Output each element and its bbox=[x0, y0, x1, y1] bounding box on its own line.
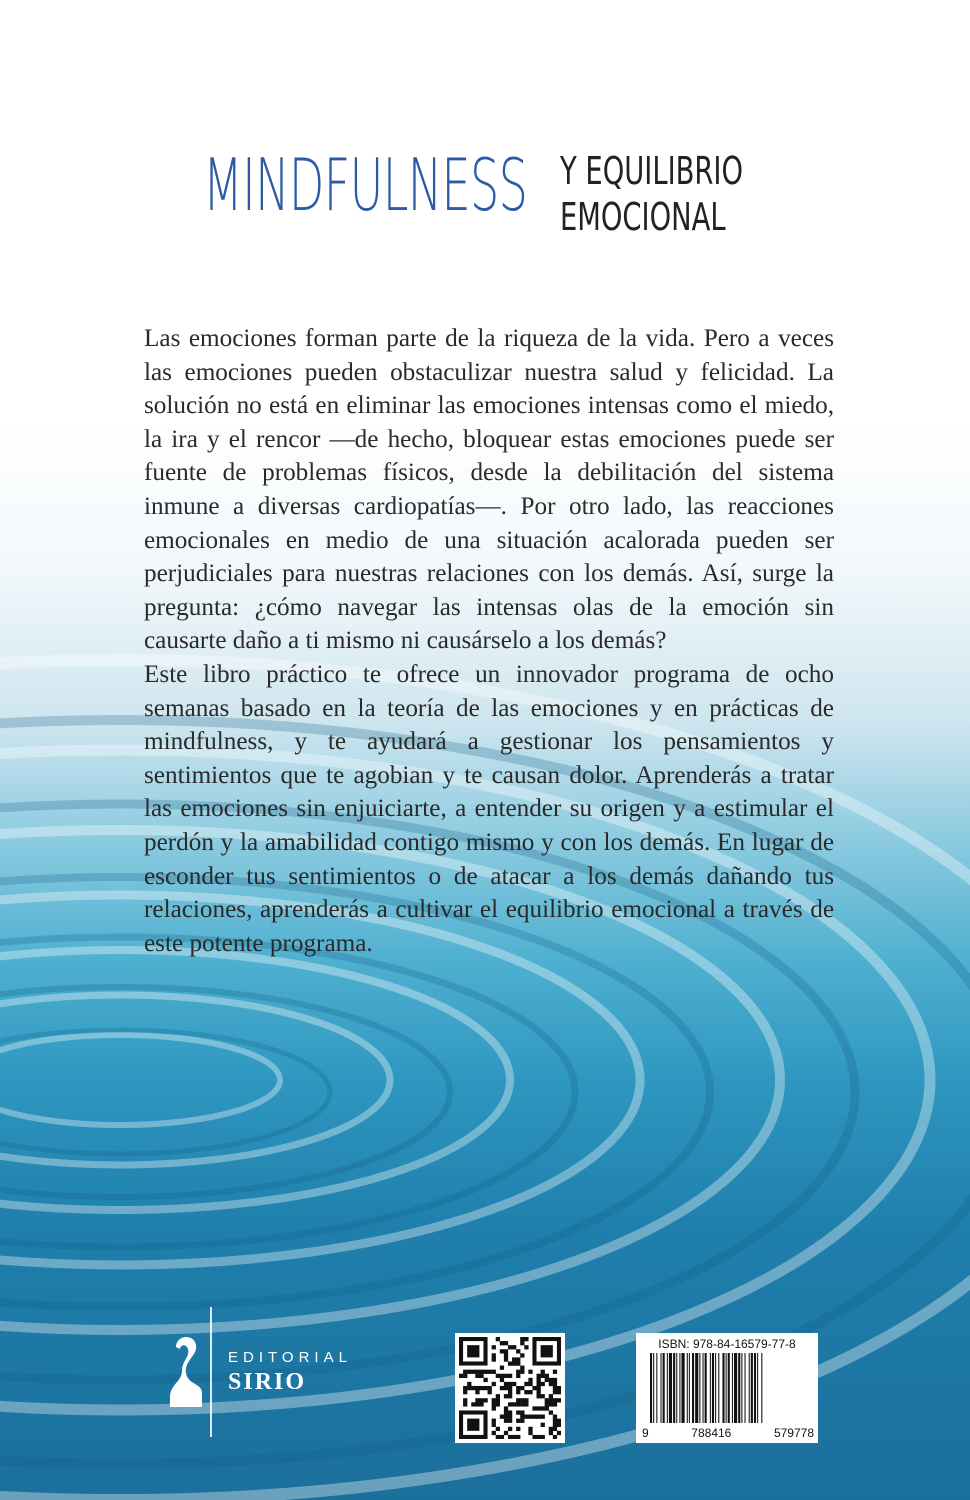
publisher-logo-block bbox=[168, 1307, 398, 1437]
barcode-digit-group-1: 788416 bbox=[691, 1426, 732, 1440]
isbn-barcode bbox=[636, 1333, 818, 1443]
barcode-bars bbox=[636, 1353, 818, 1425]
publisher-editorial: EDITORIAL bbox=[228, 1349, 352, 1366]
barcode-digit-prefix: 9 bbox=[642, 1426, 649, 1440]
book-title bbox=[0, 135, 970, 245]
title-subtitle bbox=[560, 148, 744, 240]
isbn-label: ISBN: 978-84-16579-77-8 bbox=[658, 1337, 796, 1351]
subtitle-line-2: EMOCIONAL bbox=[560, 195, 726, 239]
qr-code-icon bbox=[459, 1337, 561, 1439]
publisher-name: SIRIO bbox=[228, 1369, 307, 1395]
blurb-paragraph-1: Las emociones forman parte de la riqueza de la vida. Pero a veces las emociones pueden obstaculizar nuestra salud y felicidad. La solución no está en eliminar las emociones intensas como el miedo, la ira y el rencor —de hecho, bloquear estas emociones puede ser fuente de problemas físicos, desde la debilitación del sistema inmune a diversas cardiopatías—. Por otro lado, las reacciones emocionales en medio de una situación acalorada pueden ser perjudiciales para nuestras relaciones con los demás. Así, surge la pregunta: ¿cómo navegar las intensas olas de la emoción sin causarte daño a ti mismo ni causárselo a los demás? bbox=[144, 325, 834, 655]
title-mindfulness: MINDFULNESS bbox=[203, 143, 528, 227]
publisher-divider bbox=[210, 1307, 212, 1437]
blurb-paragraph-2: Este libro práctico te ofrece un innovador programa de ocho semanas basado en la teoría de las emociones y en prácticas de mindfulness, y te ayudará a gestionar los pensamientos y sentimientos que te agobian y te causan dolor. Aprenderás a tratar las emociones sin enjuiciarte, a entender su origen y a estimular el perdón y la amabilidad contigo mismo y con los demás. En lugar de esconder tus sentimientos o de atacar a los demás dañando tus relaciones, aprenderás a cultivar el equilibrio emocional a través de este potente programa. bbox=[144, 660, 834, 957]
subtitle-line-1: Y EQUILIBRIO bbox=[560, 149, 744, 193]
barcode-digit-group-2: 579778 bbox=[773, 1426, 814, 1440]
barcode-digits bbox=[642, 1426, 814, 1440]
qr-code bbox=[455, 1333, 565, 1443]
back-cover-blurb bbox=[144, 322, 834, 960]
swan-logo-icon bbox=[168, 1327, 204, 1407]
